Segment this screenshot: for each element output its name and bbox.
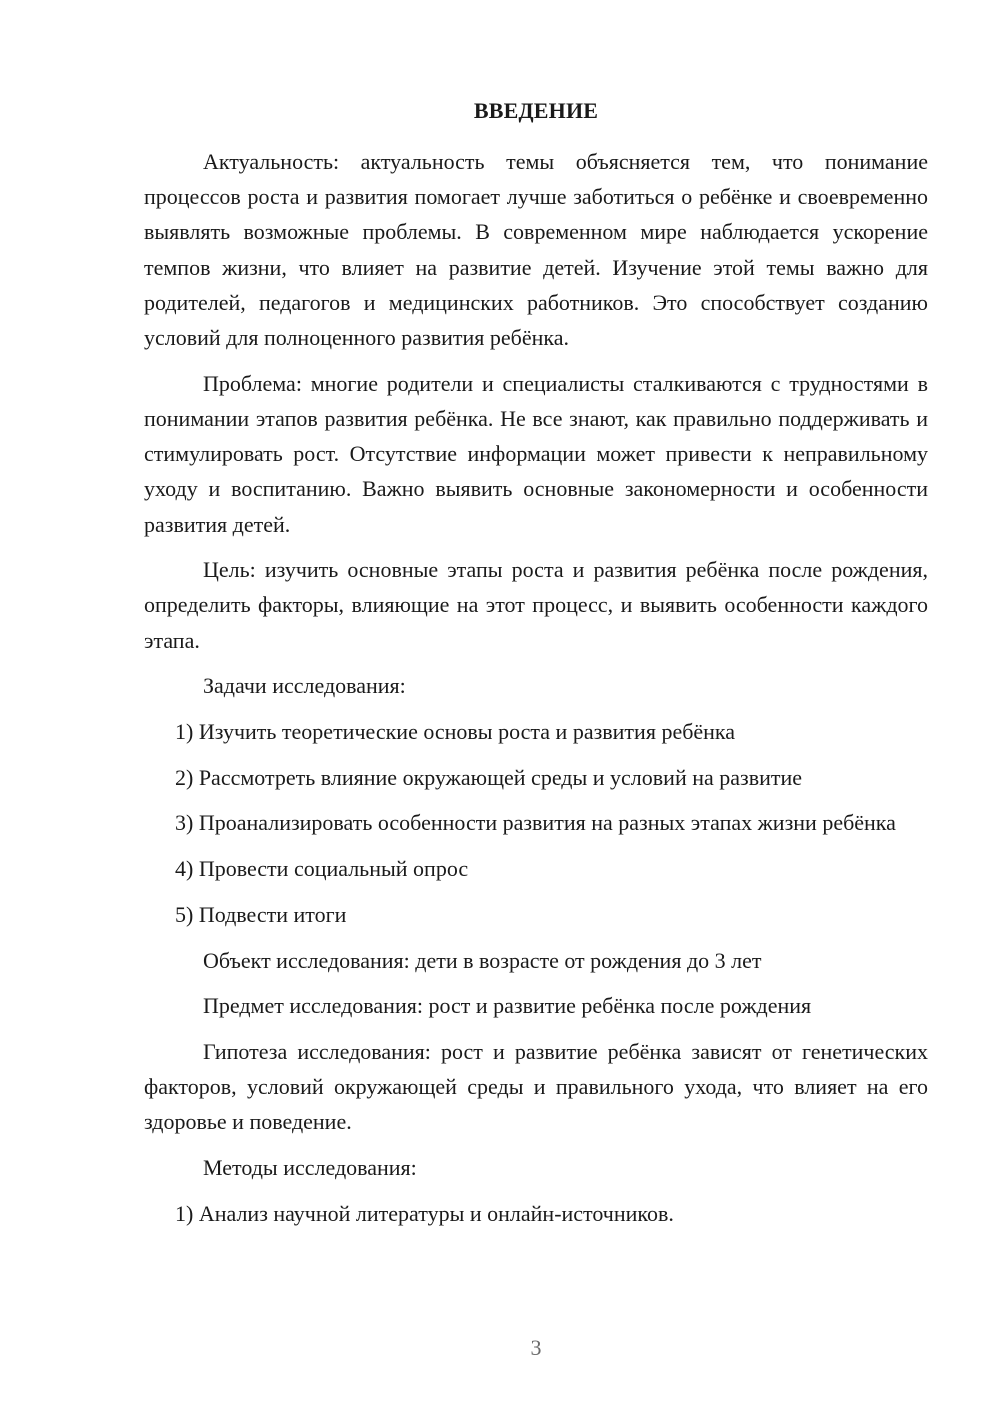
task-item: 4) Провести социальный опрос <box>175 856 469 882</box>
subject-paragraph: Предмет исследования: рост и развитие ребёнка после рождения <box>203 993 812 1019</box>
task-item: 2) Рассмотреть влияние окружающей среды и условий на развитие <box>175 764 803 790</box>
task-item: 1) Изучить теоретические основы роста и развития ребёнка <box>175 719 736 745</box>
relevance-paragraph: Актуальность: актуальность темы объясняется тем, что понимание процессов роста и развития помогает лучше заботиться о ребёнке и своевременно выявлять возможные проблемы. В современном мире наблюдается ускорение темпов жизни, что влияет на развитие детей. Изучение этой темы важно для родителей, педагогов и медицинских работников. Это способствует созданию условий для полноценного развития ребёнка. <box>144 149 928 351</box>
object-paragraph: Объект исследования: дети в возрасте от рождения до 3 лет <box>203 947 762 973</box>
task-item: 3) Проанализировать особенности развития на разных этапах жизни ребёнка <box>175 810 896 836</box>
task-item: 5) Подвести итоги <box>175 901 347 927</box>
problem-paragraph: Проблема: многие родители и специалисты сталкиваются с трудностями в понимании этапов развития ребёнка. Не все знают, как правильно поддерживать и стимулировать рост. Отсутствие информации может привести к неправильному уходу и воспитанию. Важно выявить основные закономерности и особенности развития детей. <box>144 370 928 537</box>
method-item: 1) Анализ научной литературы и онлайн-источников. <box>175 1200 674 1226</box>
page-body <box>144 144 928 1241</box>
hypothesis-paragraph: Гипотеза исследования: рост и развитие ребёнка зависят от генетических факторов, условий окружающей среды и правильного ухода, что влияет на его здоровье и поведение. <box>144 1038 928 1135</box>
methods-heading: Методы исследования: <box>203 1155 417 1181</box>
tasks-heading: Задачи исследования: <box>203 673 406 699</box>
goal-paragraph: Цель: изучить основные этапы роста и развития ребёнка после рождения, определить факторы, влияющие на этот процесс, и выявить особенности каждого этапа. <box>144 557 928 653</box>
section-title: ВВЕДЕНИЕ <box>473 98 599 123</box>
page-number: 3 <box>530 1335 542 1360</box>
